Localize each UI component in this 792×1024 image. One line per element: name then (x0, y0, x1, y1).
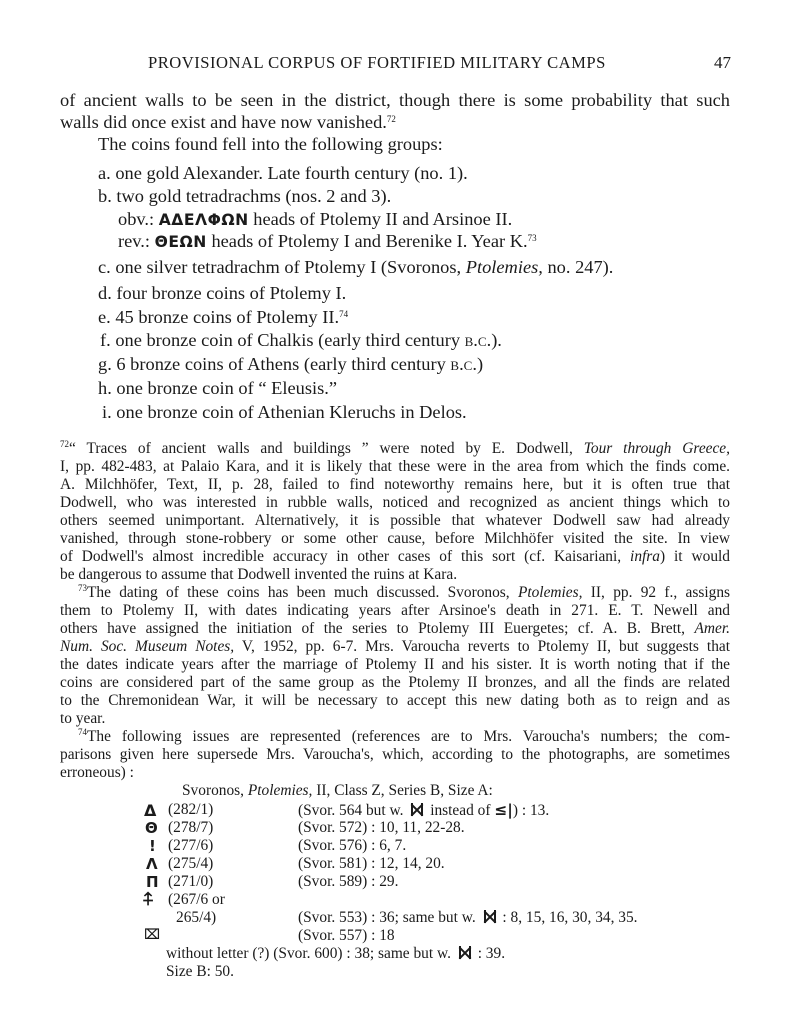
footnote-72-line-5: others seemed unimportant. Alternatively, it is possible that whatever Dodwell saw had already (60, 512, 730, 529)
issue-symbol-theta: Θ (145, 819, 158, 837)
coin-reverse: rev.: ΘΕΩΝ heads of Ptolemy I and Berenike I. Year K.$^{73}$ (118, 231, 537, 251)
issue-year: (271/0) (168, 873, 214, 890)
issue-year: (277/6) (168, 837, 214, 854)
issue-symbol-monogram: ⌧ (144, 927, 161, 943)
coin-obverse: obv.: ΑΔΕΛΦΩΝ heads of Ptolemy II and Arsinoe II. (118, 209, 513, 229)
footnote-73-line-4: Num. Soc. Museum Notes, V, 1952, pp. 6-7. Mrs. Varoucha reverts to Ptolemy II, but suggests that (60, 638, 730, 655)
coin-group-c: c. one silver tetradrachm of Ptolemy I (Svoronos, Ptolemies, no. 247). (98, 257, 614, 277)
issue-reference: (Svor. 572) : 10, 11, 22-28. (298, 819, 465, 836)
footnote-73-line-3: others have assigned the initiation of the series to Ptolemy III Euergetes; cf. A. B. Brett, Amer. (60, 620, 730, 637)
reference-symbol: ≤| (494, 801, 513, 819)
issue-reference: (Svor. 589) : 29. (298, 873, 399, 890)
coins-intro: The coins found fell into the following groups: (98, 134, 443, 154)
issue-symbol-anchor: ⍏ (143, 889, 154, 910)
footnote-72-line-4: Dodwell, who was interested in rubble walls, noticed and recognized as ancient things which to (60, 494, 730, 511)
coin-group-h: h. one bronze coin of “ Eleusis.” (98, 378, 337, 398)
issue-year: (278/7) (168, 819, 214, 836)
footnote-ref-72[interactable]: 72 (386, 114, 396, 124)
issue-without-letter: without letter (?) (Svor. 600) : 38; same but w. : 39. (166, 945, 506, 962)
issue-symbol-bar: ! (149, 837, 156, 855)
running-header: PROVISIONAL CORPUS OF FORTIFIED MILITARY CAMPS (148, 53, 606, 72)
issue-year: (267/6 or (168, 891, 225, 908)
crossed-monogram-icon (482, 909, 497, 924)
issue-reference: (Svor. 564 but w. instead of ≤|) : 13. (298, 801, 550, 819)
coin-group-e: e. 45 bronze coins of Ptolemy II.$^{74}$ (98, 307, 349, 327)
footnote-ref-74[interactable]: 74 (339, 309, 349, 319)
footnote-72-line-2: I, pp. 482-483, at Palaio Kara, and it is likely that these were in the area from which the finds come. (60, 458, 730, 475)
footnote-ref-73[interactable]: 73 (527, 233, 537, 243)
issue-year: (282/1) (168, 801, 214, 818)
coin-group-a: a. one gold Alexander. Late fourth century (no. 1). (98, 163, 468, 183)
crossed-monogram-icon (409, 802, 424, 817)
footnote-72-line-7: of Dodwell's almost incredible accuracy in other cases of this sort (cf. Kaisariani, infra) it would (60, 548, 730, 565)
issue-reference: (Svor. 553) : 36; same but w. : 8, 15, 16, 30, 34, 35. (298, 909, 638, 926)
issue-year-alt: 265/4) (176, 909, 217, 926)
footnote-74-line-1: $^{74}$The following issues are represented (references are to Mrs. Varoucha's numbers; the com- (78, 727, 730, 745)
coin-group-f: f. one bronze coin of Chalkis (early third century b.c.). (100, 330, 502, 350)
reverse-legend: ΘΕΩΝ (154, 233, 207, 251)
coin-group-g: g. 6 bronze coins of Athens (early third century b.c.) (98, 354, 484, 374)
issue-reference: (Svor. 557) : 18 (298, 927, 395, 944)
footnote-73-line-1: $^{73}$The dating of these coins has been much discussed. Svoronos, Ptolemies, II, pp. 92 f., assigns (78, 583, 731, 601)
issue-reference: (Svor. 581) : 12, 14, 20. (298, 855, 445, 872)
issue-symbol-lambda: Λ (146, 855, 158, 873)
obverse-legend: ΑΔΕΛΦΩΝ (158, 211, 249, 229)
coin-group-d: d. four bronze coins of Ptolemy I. (98, 283, 347, 303)
footnote-74-line-2: parisons given here supersede Mrs. Varoucha's, which, according to the photographs, are sometimes (60, 746, 730, 763)
issues-heading: Svoronos, Ptolemies, II, Class Z, Series B, Size A: (182, 782, 493, 799)
footnote-73-line-2: them to Ptolemy II, with dates indicating years after Arsinoe's death in 271. E. T. Newell and (60, 602, 730, 619)
crossed-monogram-icon (457, 945, 472, 960)
footnote-74-line-3: erroneous) : (60, 764, 134, 781)
footnote-72-line-1: $^{72}$“ Traces of ancient walls and buildings ” were noted by E. Dodwell, Tour through Greece, (60, 439, 730, 457)
body-line-2: walls did once exist and have now vanished.$^{72}$ (60, 112, 396, 132)
issue-size-b: Size B: 50. (166, 963, 234, 980)
issue-symbol-pi: Π (146, 873, 159, 891)
footnote-72-line-8: be dangerous to assume that Dodwell invented the ruins at Kara. (60, 566, 458, 583)
footnote-73-line-8: to year. (60, 710, 106, 727)
coin-group-i: i. one bronze coin of Athenian Kleruchs in Delos. (102, 402, 467, 422)
footnote-72-line-6: vanished, through stone-robbery or some other cause, before Milchhöfer visited the site. In view (60, 530, 730, 547)
coin-group-b: b. two gold tetradrachms (nos. 2 and 3). (98, 186, 392, 206)
issue-symbol-delta: Δ (144, 801, 157, 820)
footnote-72-line-3: A. Milchhöfer, Text, II, p. 28, failed to find noteworthy remains here, but it is often true that (60, 476, 730, 493)
footnote-73-line-5: the dates indicate years after the marriage of Ptolemy II and his sister. It is worth noting that if the (60, 656, 730, 673)
footnote-73-line-7: to the Chremonidean War, it will be necessary to accept this new dating both as to reign and as (60, 692, 730, 709)
issue-reference: (Svor. 576) : 6, 7. (298, 837, 407, 854)
page-number: 47 (714, 53, 731, 72)
body-line-1: of ancient walls to be seen in the district, though there is some probability that such (60, 90, 730, 110)
issue-year: (275/4) (168, 855, 214, 872)
footnote-73-line-6: coins are considered part of the same group as the Ptolemy II bronzes, and all the finds are related (60, 674, 730, 691)
